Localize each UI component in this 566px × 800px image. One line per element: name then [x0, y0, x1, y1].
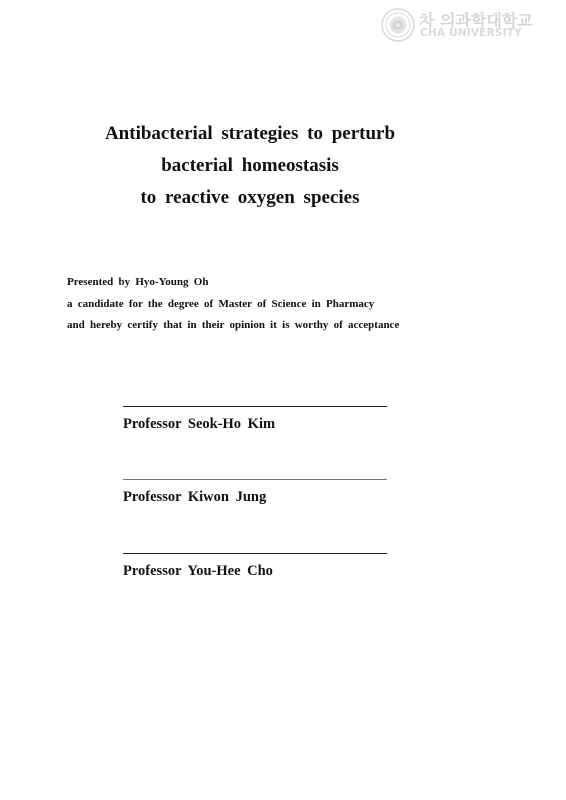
- degree-line: a candidate for the degree of Master of Science in Pharmacy: [67, 297, 375, 310]
- university-seal-icon: [381, 8, 415, 42]
- title-line-3: to reactive oxygen species: [140, 187, 360, 208]
- title-line-2: bacterial homeostasis: [161, 155, 339, 176]
- signature-line: [123, 479, 387, 480]
- signature-line: [123, 406, 387, 407]
- signature-block-3: [123, 553, 387, 580]
- watermark-english-name: CHA UNIVERSITY: [420, 27, 522, 39]
- certify-line: and hereby certify that in their opinion it is worthy of acceptance: [67, 319, 400, 331]
- signature-line: [123, 553, 387, 554]
- signature-block-2: [123, 479, 387, 506]
- title-line-1: Antibacterial strategies to perturb: [104, 123, 396, 144]
- professor-name: Professor You-Hee Cho: [123, 563, 273, 579]
- certification-statement: [67, 272, 399, 337]
- watermark-korean-name: 차 의과학대학교: [419, 11, 533, 30]
- signature-block-1: [123, 406, 387, 433]
- professor-name: Professor Kiwon Jung: [123, 489, 267, 505]
- presented-by-line: Presented by Hyo-Young Oh: [67, 276, 209, 288]
- university-watermark: [379, 6, 559, 44]
- thesis-title: [40, 118, 460, 214]
- professor-name: Professor Seok-Ho Kim: [123, 416, 276, 432]
